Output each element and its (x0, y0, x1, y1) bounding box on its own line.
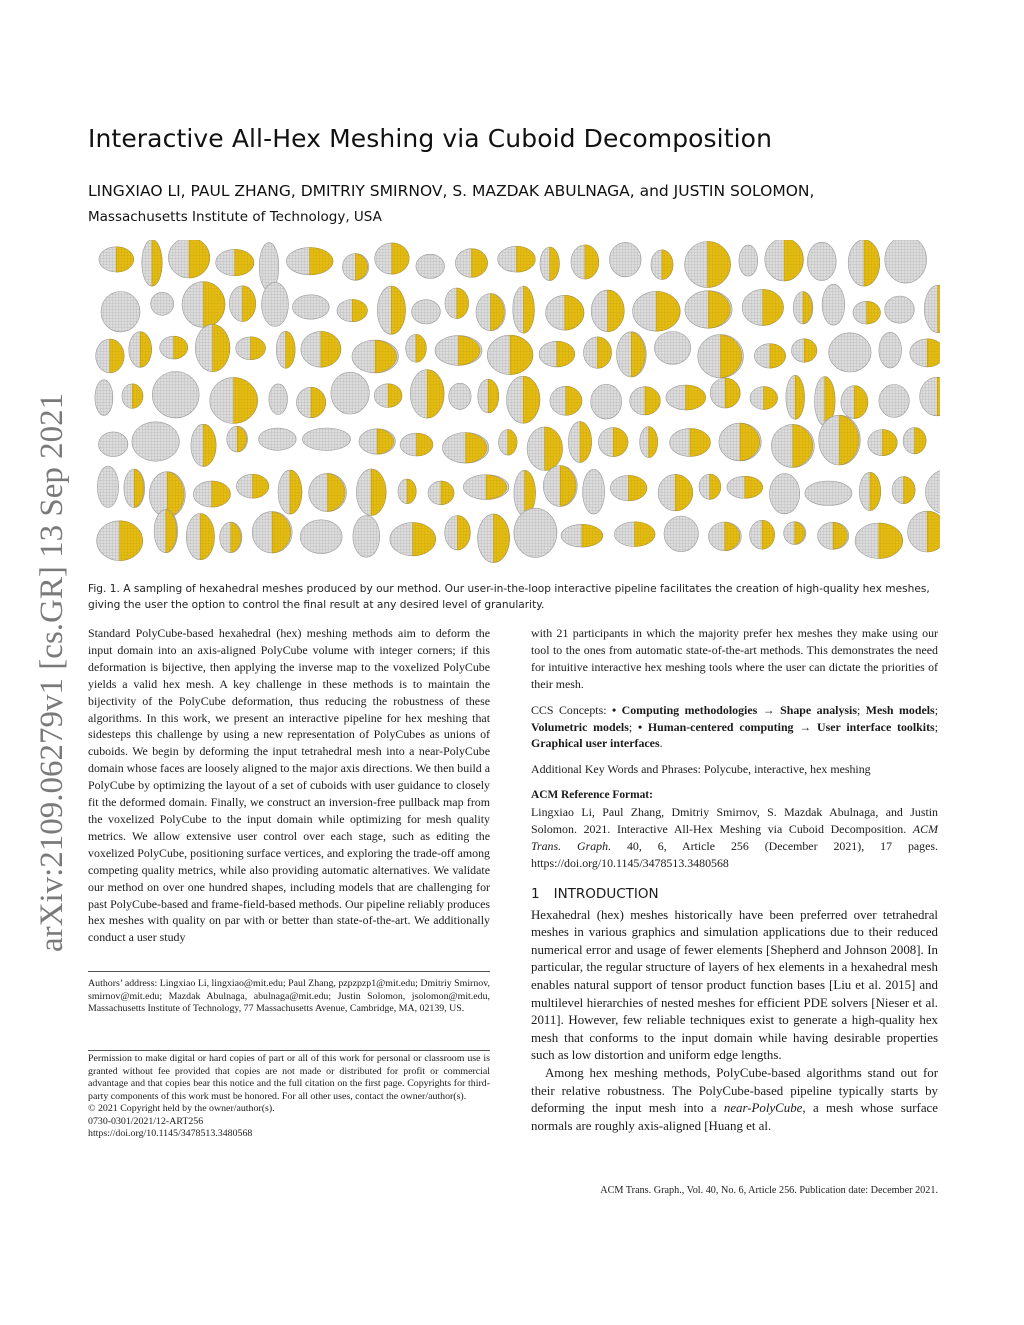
hex-mesh-cut (904, 477, 916, 504)
doi-line: https://doi.org/10.1145/3478513.3480568 (88, 1128, 253, 1139)
teaser-figure (88, 240, 940, 570)
hex-mesh-cut (770, 344, 786, 368)
hex-mesh-cut (879, 523, 903, 558)
hex-mesh-cut (235, 249, 254, 275)
authors-address: Authors’ address: Lingxiao Li, lingxiao@mit.edu; Paul Zhang, pzpzpzp1@mit.edu; Dmitriy Smirnov, smirnov@mit.edu; Mazdak Abulnaga, abulnaga@mit.edu; Justin Solomon, jsolomon@mit.edu, Massachusetts Institute of Technology, 77 Massachusetts Avenue, Cambridge, MA, 02139, US. (88, 978, 490, 1014)
ccs-concepts: CCS Concepts: • Computing methodologies → Shape analysis; Mesh models; Volumetric models; • Human-centered computing → User interface toolkits; Graphical user interfaces. (531, 702, 939, 751)
mesh-shape (770, 474, 800, 514)
hex-mesh-cut (116, 247, 133, 272)
hex-mesh-cut (804, 339, 817, 362)
mesh-shape (132, 422, 179, 461)
mesh-shape (879, 332, 902, 368)
mesh-shape (95, 380, 113, 416)
arxiv-stamp (0, 340, 90, 960)
mesh-shape (885, 240, 927, 283)
mesh-shape (416, 254, 445, 278)
author-list: LINGXIAO LI, PAUL ZHANG, DMITRIY SMIRNOV, S. MAZDAK ABULNAGA, and JUSTIN SOLOMON, (88, 182, 815, 200)
hex-mesh-cut (174, 336, 188, 359)
hex-mesh-cut (690, 429, 710, 457)
hex-mesh-cut (311, 387, 326, 417)
hex-mesh-cut (237, 426, 246, 452)
hex-mesh-cut (310, 248, 333, 275)
mesh-shape (412, 300, 441, 324)
section-heading-introduction: 1 INTRODUCTION (531, 885, 659, 902)
hex-mesh-cut (441, 481, 454, 505)
hex-mesh-cut (472, 249, 488, 278)
hex-mesh-cut (764, 387, 778, 410)
permission-divider (88, 1050, 490, 1051)
hex-mesh-cut (883, 430, 898, 456)
hex-mesh-cut (391, 286, 405, 334)
hex-mesh-cut (375, 340, 396, 373)
hex-mesh-cut (189, 240, 210, 278)
hex-mesh-cut (560, 466, 576, 507)
hex-mesh-cut (662, 250, 673, 280)
mesh-shape (262, 282, 289, 326)
hex-mesh-cut (427, 370, 444, 418)
figure-caption: Fig. 1. A sampling of hexahedral meshes produced by our method. Our user-in-the-loop interactive pipeline facilitates the creation of high-quality hex meshes, giving the user the option to control the final result at any desired level of granularity. (88, 583, 930, 611)
hex-mesh-cut (243, 286, 256, 322)
mesh-shape (303, 428, 351, 450)
abstract-continued: with 21 participants in which the majority prefer hex meshes they make using our tool to the ones from automatic state-of-the-art methods. This demonstrates the need for intuitive interactive hex meshing tools where the user can dictate the priorities of their mesh. (531, 626, 938, 691)
hex-mesh-cut (517, 246, 536, 272)
hex-mesh-cut (709, 291, 731, 329)
hex-mesh-cut (686, 385, 706, 410)
mesh-shape (654, 332, 690, 365)
paper-title: Interactive All-Hex Meshing via Cuboid Decomposition (88, 124, 773, 153)
mesh-shape (99, 432, 128, 457)
hex-mesh-cut (417, 433, 433, 456)
mesh-shape (591, 384, 622, 419)
hex-mesh-cut (321, 331, 341, 367)
hex-mesh-cut (234, 378, 258, 424)
hex-mesh-cut (413, 523, 436, 556)
keywords: Additional Key Words and Phrases: Polycube, interactive, hex meshing (531, 762, 871, 777)
hex-mesh-cut (710, 474, 721, 499)
intro-paragraph-2: Among hex meshing methods, PolyCube-based algorithms stand out for their relative robustness. The PolyCube-based pipeline typically starts by deforming the input mesh into a near-PolyCube, a mesh whose surface normals are roughly axis-aligned [Huang et al. (531, 1066, 938, 1133)
hex-mesh-cut (166, 510, 177, 553)
hex-mesh-cut (937, 377, 940, 416)
hex-mesh-cut (833, 522, 847, 549)
hex-mesh-cut (120, 521, 143, 561)
hex-mesh-cut (608, 290, 625, 332)
mesh-shape (920, 377, 940, 416)
hex-mesh-cut (645, 387, 660, 415)
hex-mesh-cut (134, 469, 144, 508)
arxiv-identifier: arXiv:2109.06279v1 [cs.GR] 13 Sep 2021 (34, 392, 70, 952)
intro-paragraph-1: Hexahedral (hex) meshes historically have been preferred over tetrahedral meshes in various graphics and simulation applications due to their reduced numerical error and usage of fewer elements [Shepherd and Johnson 2008]. In particular, the regular structure of layers of hex elements in a hexahedral mesh enables natural support of tensor product function bases [Liu et al. 2015] and multilevel hierarchies of nested meshes for efficient PDE solvers [Nieser et al. 2011]. However, few reliable techniques exist to generate a high-quality hex mesh that conforms to the input domain while having desirable properties such as low distortion and uniform edge lengths. (531, 907, 938, 1063)
hex-mesh-cut (840, 415, 859, 465)
mesh-shape (739, 245, 758, 276)
hex-mesh-cut (721, 335, 742, 378)
hex-mesh-cut (613, 428, 628, 457)
hex-mesh-cut (486, 475, 507, 500)
page-footer: ACM Trans. Graph., Vol. 40, No. 6, Article 256. Publication date: December 2021. (600, 1185, 938, 1196)
hex-mesh-cut (566, 386, 582, 415)
acm-reference: Lingxiao Li, Paul Zhang, Dmitriy Smirnov, S. Mazdak Abulnaga, and Justin Solomon. 2021. Interactive All-Hex Meshing via Cuboid Decomposition. ACM Trans. Graph. 40, 6, Article 256 (December 2021), 17 pages. https://doi.org/10.1145/3478513.3480568 (531, 805, 938, 870)
hex-mesh-cut (392, 243, 409, 274)
affiliation: Massachusetts Institute of Technology, USA (88, 209, 382, 225)
mesh-shape (829, 333, 871, 372)
mesh-shape (152, 372, 199, 418)
hex-mesh-cut (745, 476, 763, 498)
mesh-shape (269, 384, 288, 415)
hex-mesh-cut (272, 512, 291, 553)
hex-mesh-cut (508, 429, 517, 455)
hex-mesh-cut (708, 241, 731, 287)
hex-mesh-cut (795, 375, 804, 419)
hex-mesh-cut (927, 511, 940, 552)
hex-mesh-cut (927, 339, 940, 367)
mesh-shape (879, 385, 909, 418)
hex-mesh-cut (388, 384, 402, 408)
hex-mesh-cut (466, 433, 487, 464)
hex-mesh-cut (649, 427, 658, 458)
hex-mesh-cut (328, 474, 346, 512)
copyright-line: © 2021 Copyright held by the owner/author(s). (88, 1103, 275, 1114)
footnote-divider (88, 971, 490, 972)
hex-mesh-cut (510, 335, 533, 374)
hex-mesh-cut (491, 294, 505, 331)
hex-mesh-cut (416, 334, 426, 362)
mesh-shape (664, 516, 698, 552)
hex-mesh-cut (740, 423, 760, 461)
mesh-shape (610, 242, 642, 276)
hex-mesh-cut (635, 522, 655, 547)
mesh-shape (885, 296, 915, 323)
hex-mesh-cut (795, 522, 805, 545)
hex-mesh-cut (132, 384, 143, 409)
mesh-shape (101, 292, 140, 332)
hex-mesh-cut (557, 341, 575, 367)
mesh-shape (822, 284, 845, 325)
hex-mesh-cut (458, 516, 471, 551)
mesh-shape (924, 285, 940, 332)
hex-mesh-cut (523, 376, 540, 423)
hex-mesh-cut (854, 386, 868, 419)
hex-mesh-cut (938, 285, 940, 332)
hex-mesh-cut (140, 332, 151, 368)
hex-mesh-cut (204, 282, 226, 328)
hex-mesh-cut (763, 289, 784, 325)
hex-mesh-cut (598, 337, 612, 368)
hex-mesh-cut (407, 479, 416, 504)
hex-mesh-cut (212, 481, 231, 507)
hex-mesh-cut (204, 424, 217, 466)
hex-mesh-cut (459, 336, 481, 366)
mesh-shape (151, 292, 174, 315)
mesh-shape (449, 383, 471, 409)
hex-mesh-cut (585, 245, 599, 279)
hex-mesh-cut (793, 424, 813, 467)
hex-mesh-cut (784, 240, 803, 281)
hex-mesh-cut (110, 339, 124, 373)
issn-line: 0730-0301/2021/12-ART256 (88, 1115, 204, 1127)
hex-mesh-cut (867, 301, 881, 324)
abstract-paragraph: Standard PolyCube-based hexahedral (hex) meshing methods aim to deform the input domain into an axis-aligned PolyCube volume with integer corners; if this deformation is bijective, then applying the inverse map to the voxelized PolyCube yields a valid hex mesh. A key challenge in these methods is to maintain the bijectivity of the PolyCube deformation, thus reducing the robustness of these algorithms. In this work, we present an interactive pipeline for hex meshing that sidesteps this challenge by using a new representation of PolyCubes as unions of cuboids. We begin by deforming the input tetrahedral mesh into a near-PolyCube domain whose faces are loosely aligned to the major axis directions. We then build a PolyCube by optimizing the layout of a set of cuboids with user guidance to closely fit the deformed domain. Finally, we construct an inversion-free pullback map from the voxelized PolyCube to the input domain while optimizing for mesh quality metrics. We allow extensive user control over each stage, such as editing the voxelized PolyCube, positioning surface vertices, and exploring the trade-off among competing quality metrics, while also providing automatic alternatives. We validate our method on over one hundred shapes, including models that are challenging for past PolyCube-based and frame-field-based methods. Our pipeline reliably produces hex meshes with quality on par with or better than state-of-the-art. We additionally conduct a user study (88, 626, 490, 945)
hex-mesh-cut (582, 524, 603, 547)
hex-mesh-cut (377, 429, 394, 454)
hex-mesh-cut (725, 522, 740, 551)
hex-mesh-cut (675, 474, 692, 511)
hex-mesh-cut (915, 428, 926, 454)
mesh-shape (97, 466, 118, 507)
hex-mesh-cut (356, 254, 368, 281)
permission-text: Permission to make digital or hard copies of part or all of this work for personal or classroom use is granted without fee provided that copies are not made or distributed for profit or commercial advantage and that copies bear this notice and the full citation on the first page. Copyrights for third-party components of this work must be honored. For all other uses, contact the owner/author(s). (88, 1053, 490, 1102)
hex-mesh-cut (870, 472, 881, 510)
hex-mesh-cut (371, 469, 386, 516)
mesh-shape (805, 481, 852, 505)
hex-mesh-cut (253, 474, 269, 498)
hex-mesh-cut (725, 378, 740, 408)
hex-mesh-cut (550, 247, 560, 281)
abstract (88, 625, 490, 946)
permission-notice (88, 1053, 490, 1141)
hex-mesh-cut (152, 240, 162, 286)
hex-mesh-cut (629, 475, 647, 500)
hex-mesh-cut (488, 379, 499, 413)
hex-mesh-cut (580, 422, 592, 463)
hex-mesh-cut (290, 470, 302, 514)
right-column (531, 625, 938, 1135)
hex-mesh-cut (656, 291, 680, 331)
hex-mesh-cut (213, 324, 230, 371)
mesh-shape (292, 295, 329, 319)
hex-mesh-cut (545, 427, 563, 471)
hex-mesh-cut (762, 520, 775, 549)
hex-mesh-cut (200, 514, 214, 560)
hex-mesh-cut (565, 295, 584, 330)
mesh-shape (514, 508, 557, 557)
hex-mesh-cut (457, 288, 469, 319)
mesh-shape (331, 372, 369, 414)
mesh-shape (583, 469, 605, 514)
mesh-shape (807, 242, 836, 280)
hex-mesh-cut (286, 331, 295, 368)
hex-mesh-cut (803, 292, 812, 324)
hex-mesh-cut (631, 332, 645, 377)
mesh-shape (259, 428, 297, 450)
hex-mesh-cut (864, 240, 880, 286)
hex-mesh-cut (352, 299, 367, 321)
mesh-shape (926, 470, 941, 514)
hex-mesh-cut (524, 286, 535, 333)
hex-mesh-cut (494, 514, 510, 562)
mesh-shape (353, 516, 380, 558)
hex-mesh-cut (251, 337, 266, 360)
mesh-shape-gallery (95, 240, 940, 563)
hex-mesh-cut (231, 522, 241, 552)
acm-reference-heading: ACM Reference Format: (531, 789, 653, 802)
mesh-shape (300, 520, 342, 554)
